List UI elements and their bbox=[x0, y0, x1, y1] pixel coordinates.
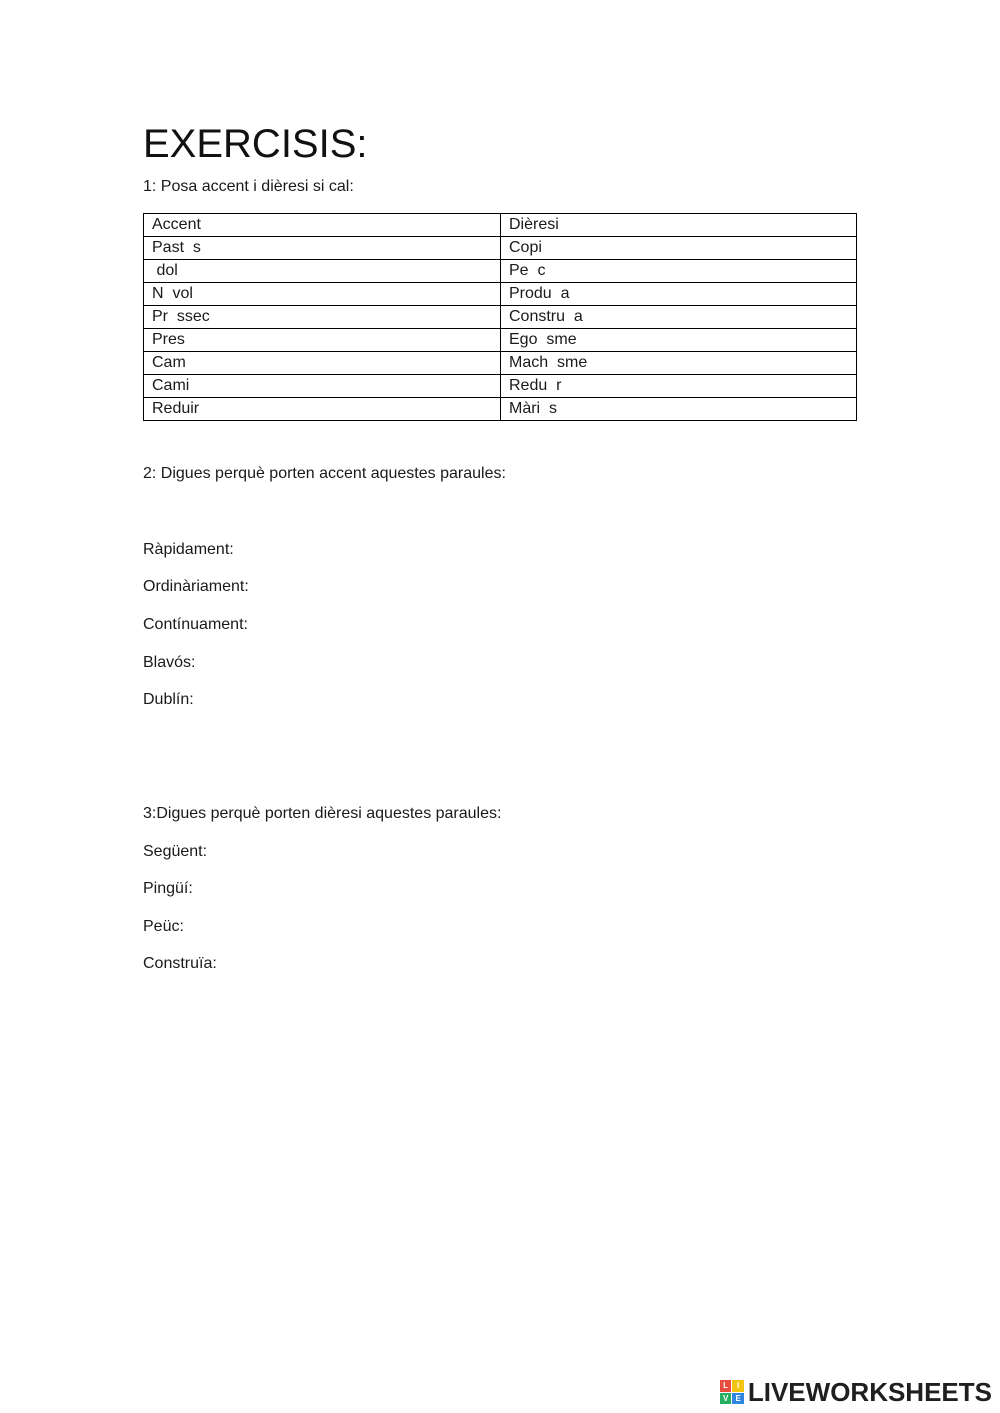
dieresi-cell: Constru a bbox=[501, 306, 857, 329]
exercise-2-word: Ordinàriament: bbox=[143, 578, 249, 595]
dieresi-cell: Màri s bbox=[501, 398, 857, 421]
dieresi-cell: Ego sme bbox=[501, 329, 857, 352]
table-row bbox=[144, 260, 857, 283]
exercise-3-instruction: 3:Digues perquè porten dièresi aquestes paraules: bbox=[143, 805, 502, 822]
accent-cell: Reduir bbox=[144, 398, 501, 421]
accent-cell: dol bbox=[144, 260, 501, 283]
table-row bbox=[144, 375, 857, 398]
exercise-2-instruction: 2: Digues perquè porten accent aquestes paraules: bbox=[143, 465, 506, 482]
dieresi-cell: Mach sme bbox=[501, 352, 857, 375]
table-row bbox=[144, 352, 857, 375]
table-header-row bbox=[144, 214, 857, 237]
exercise-1-table bbox=[143, 213, 857, 421]
exercise-3-word: Pingüí: bbox=[143, 880, 193, 897]
accent-cell: Cami bbox=[144, 375, 501, 398]
liveworksheets-logo-text: LIVEWORKSHEETS bbox=[747, 1376, 992, 1407]
logo-mark-letter: V bbox=[720, 1393, 732, 1405]
table-row bbox=[144, 306, 857, 329]
liveworksheets-logo-icon bbox=[720, 1380, 744, 1404]
logo-mark-letter: I bbox=[732, 1380, 744, 1392]
accent-cell: Cam bbox=[144, 352, 501, 375]
accent-cell: N vol bbox=[144, 283, 501, 306]
logo-mark-letter: E bbox=[732, 1393, 744, 1405]
exercise-3-word: Peüc: bbox=[143, 918, 184, 935]
header-dieresi: Dièresi bbox=[501, 214, 857, 237]
accent-cell: Pres bbox=[144, 329, 501, 352]
table-row bbox=[144, 329, 857, 352]
exercise-3-word: Construïa: bbox=[143, 955, 217, 972]
dieresi-cell: Pe c bbox=[501, 260, 857, 283]
exercise-2-word: Blavós: bbox=[143, 654, 196, 671]
dieresi-cell: Copi bbox=[501, 237, 857, 260]
table-row bbox=[144, 237, 857, 260]
dieresi-cell: Redu r bbox=[501, 375, 857, 398]
logo-mark-letter: L bbox=[720, 1380, 732, 1392]
table-row bbox=[144, 398, 857, 421]
table-row bbox=[144, 283, 857, 306]
exercise-2-word: Contínuament: bbox=[143, 616, 248, 633]
header-accent: Accent bbox=[144, 214, 501, 237]
liveworksheets-logo bbox=[720, 1377, 992, 1407]
dieresi-cell: Produ a bbox=[501, 283, 857, 306]
exercise-2-word: Ràpidament: bbox=[143, 541, 234, 558]
accent-cell: Pr ssec bbox=[144, 306, 501, 329]
exercise-1-instruction: 1: Posa accent i dièresi si cal: bbox=[143, 178, 354, 195]
accent-cell: Past s bbox=[144, 237, 501, 260]
page-title: EXERCISIS: bbox=[143, 122, 368, 166]
exercise-2-word: Dublín: bbox=[143, 691, 194, 708]
exercise-3-word: Següent: bbox=[143, 843, 208, 860]
